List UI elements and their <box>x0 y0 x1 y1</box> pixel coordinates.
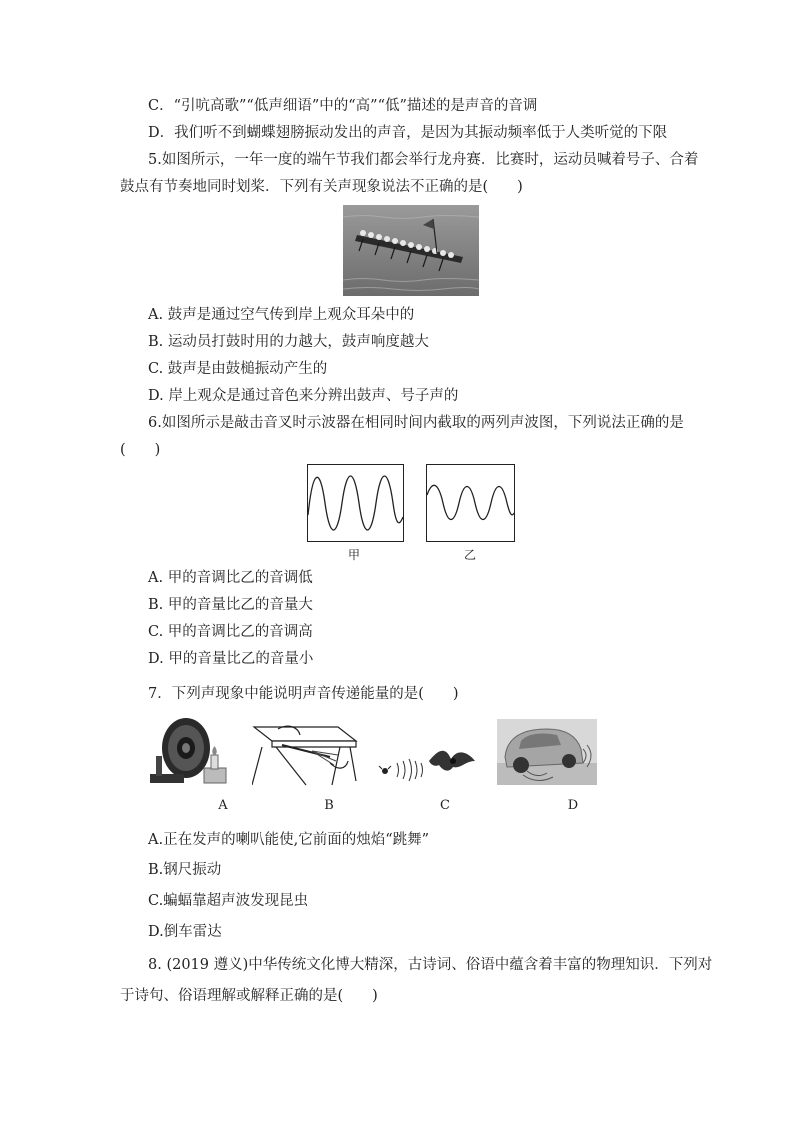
q5-option-a: A. 鼓声是通过空气传到岸上观众耳朵中的 <box>148 307 415 323</box>
reversing-radar-picture <box>497 719 597 785</box>
question-6-stem-2: ( ) <box>120 442 161 458</box>
wave-diagram-yi <box>426 464 515 542</box>
caption-jia: 甲 <box>347 548 360 562</box>
wave-yi <box>427 485 514 519</box>
question-8-stem-1: 8. (2019 遵义)中华传统文化博大精深，古诗词、俗语中蕴含着丰富的物理知识．下列对 <box>148 957 713 973</box>
q7-option-b: B.钢尺振动 <box>148 862 222 878</box>
question-5-stem-2: 鼓点有节奏地同时划桨．下列有关声现象说法不正确的是( ) <box>120 179 523 195</box>
wave-diagram-jia <box>307 464 404 542</box>
question-5-stem-1: 5.如图所示，一年一度的端午节我们都会举行龙舟赛．比赛时，运动员喊着号子、合着 <box>148 152 699 168</box>
bat-ultrasound-picture <box>377 741 477 787</box>
q7-option-c: C.蝙蝠靠超声波发现昆虫 <box>148 893 309 909</box>
q5-option-c: C. 鼓声是由鼓槌振动产生的 <box>148 361 328 377</box>
q6-option-b: B. 甲的音量比乙的音量大 <box>148 597 313 613</box>
q7-option-a: A.正在发声的喇叭能使,它前面的烛焰“跳舞” <box>148 832 430 848</box>
picture-label-b: B <box>324 798 334 813</box>
q6-option-c: C. 甲的音调比乙的音调高 <box>148 624 313 640</box>
speaker-candle-picture <box>148 712 230 787</box>
question-6-stem-1: 6.如图所示是敲击音叉时示波器在相同时间内截取的两列声波图，下列说法正确的是 <box>148 415 684 431</box>
option-c-line: C．“引吭高歌”“低声细语”中的“高”“低”描述的是声音的音调 <box>148 98 538 114</box>
q6-option-a: A. 甲的音调比乙的音调低 <box>148 570 313 586</box>
question-8-stem-2: 于诗句、俗语理解或解释正确的是( ) <box>120 988 378 1004</box>
picture-label-c: C <box>440 798 450 813</box>
picture-label-d: D <box>567 798 579 813</box>
q5-option-b: B. 运动员打鼓时用的力越大，鼓声响度越大 <box>148 334 429 350</box>
q6-option-d: D. 甲的音量比乙的音量小 <box>148 651 314 667</box>
steel-ruler-picture <box>252 721 358 787</box>
wave-jia <box>308 476 403 530</box>
q7-option-d: D.倒车雷达 <box>148 924 222 940</box>
option-d-line: D．我们听不到蝴蝶翅膀振动发出的声音，是因为其振动频率低于人类听觉的下限 <box>148 125 668 141</box>
q5-option-d: D. 岸上观众是通过音色来分辨出鼓声、号子声的 <box>148 388 459 404</box>
question-7-stem: 7．下列声现象中能说明声音传递能量的是( ) <box>148 686 459 702</box>
dragon-boat-photo <box>343 205 479 296</box>
caption-yi: 乙 <box>463 548 476 562</box>
picture-label-a: A <box>218 798 228 813</box>
